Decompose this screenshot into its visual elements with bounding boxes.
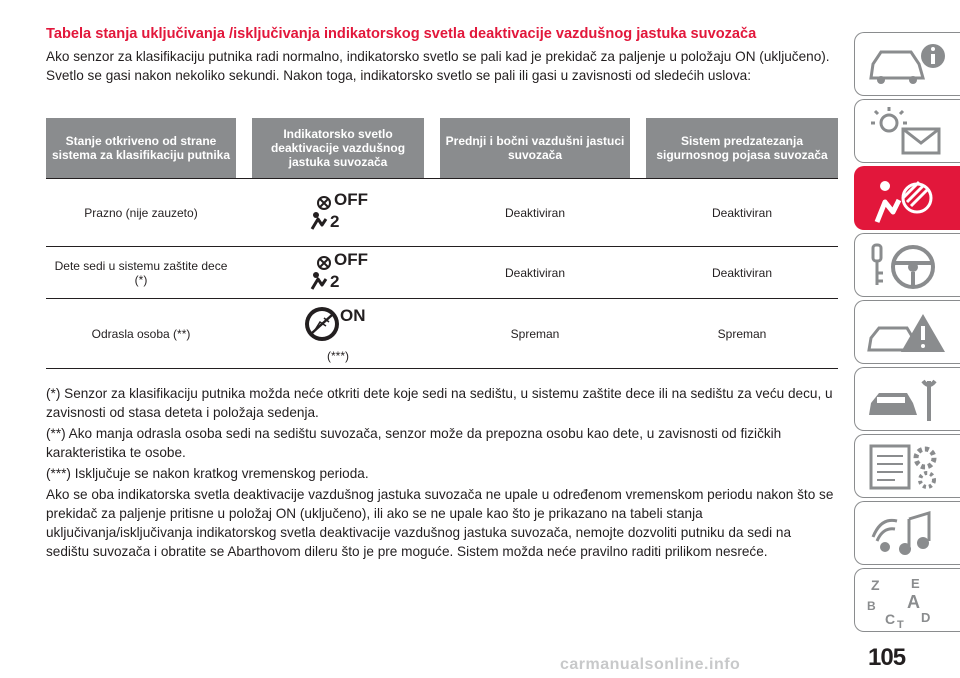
- warning-paragraph: Ako se oba indikatorska svetla deaktivacije vazdušnog jastuka suvozača ne upale u određenom vremenskom periodu nakon što se prekidač za paljenje pritisne u položaj ON (uključeno), ili ako se ne upale kao što je prikazano na tabeli stanja uključivanja/isključivanja indikatorskog svetla deaktivacije vazdušnog jastuka suvozača, nemojte dozvoliti putniku da sedi na sedištu suvozača i obratite se Abarthovom dileru što je pre moguće. Sistem možda neće pravilno raditi prilikom nesreće.: [46, 487, 834, 559]
- row-condition: Odrasla osoba (**): [46, 299, 236, 369]
- chapter-tab-technical[interactable]: [854, 434, 960, 498]
- car-service-icon: [863, 373, 953, 427]
- row-airbags: Spreman: [440, 299, 630, 369]
- chapter-tab-safety[interactable]: [854, 166, 960, 230]
- index-letter: E: [911, 576, 920, 591]
- table-row: [46, 299, 838, 369]
- icon-label: ON: [340, 306, 366, 325]
- row-indicator: [252, 299, 424, 369]
- airbag-off-icon: [298, 189, 378, 233]
- dashboard-lights-icon: [863, 105, 953, 159]
- watermark: carmanualsonline.info: [560, 656, 741, 673]
- airbag-seat-icon: [863, 172, 953, 226]
- row-indicator: [252, 179, 424, 247]
- chapter-tab-starting[interactable]: [854, 233, 960, 297]
- car-warning-icon: [863, 306, 953, 360]
- row-condition: Dete sedi u sistemu zaštite dece (*): [46, 247, 236, 299]
- row-condition: Prazno (nije zauzeto): [46, 179, 236, 247]
- car-info-icon: [863, 38, 953, 92]
- icon-number: 2: [330, 212, 340, 231]
- chapter-tab-index[interactable]: [854, 568, 960, 632]
- table-row: [46, 179, 838, 247]
- airbag-on-icon: [298, 304, 378, 344]
- row-airbags: Deaktiviran: [440, 247, 630, 299]
- technical-data-icon: [863, 440, 953, 494]
- icon-note: (***): [326, 349, 349, 363]
- row-pretensioner: Deaktiviran: [646, 179, 838, 247]
- header-condition: Stanje otkriveno od strane sistema za klasifikaciju putnika: [46, 118, 236, 179]
- chapter-tab-car-info[interactable]: [854, 32, 960, 96]
- index-letter: C: [885, 611, 896, 627]
- row-pretensioner: Spreman: [646, 299, 838, 369]
- footnote-child: (*) Senzor za klasifikaciju putnika možda neće otkriti dete koje sedi na sedištu, u sistemu zaštite dece ili na sedištu za veću decu, u zavisnosti od stasa deteta i položaja sedenja.: [46, 386, 833, 420]
- header-indicator: Indikatorsko svetlo deaktivacije vazdušnog jastuka suvozača: [252, 118, 424, 179]
- index-letter: A: [907, 592, 920, 612]
- index-letter: B: [867, 599, 876, 613]
- status-table: [46, 118, 838, 369]
- icon-label: OFF: [334, 190, 368, 209]
- header-pretensioner: Sistem predzatezanja sigurnosnog pojasa suvozača: [646, 118, 838, 179]
- icon-label: OFF: [334, 250, 368, 269]
- row-pretensioner: Deaktiviran: [646, 247, 838, 299]
- chapter-tab-multimedia[interactable]: [854, 501, 960, 565]
- notes: [46, 384, 836, 563]
- alphabetical-index-icon: [863, 574, 953, 628]
- index-letter: Z: [871, 577, 880, 593]
- index-letter: T: [897, 619, 904, 628]
- table-header-row: [46, 118, 838, 179]
- intro-paragraph: Ako senzor za klasifikaciju putnika radi normalno, indikatorsko svetlo se pali kad je prekidač za paljenje u položaju ON (uključeno). Svetlo se gasi nakon nekoliko sekundi. Nakon toga, indikatorsko svetlo se pali ili gasi u zavisnosti od sledećih uslova:: [46, 49, 830, 83]
- table-row: [46, 247, 838, 299]
- footnote-adult: (**) Ako manja odrasla osoba sedi na sedištu suvozača, senzor može da prepozna osobu kao dete, u zavisnosti od fizičkih karakteristika te osobe.: [46, 426, 782, 460]
- chapter-tab-dashboard[interactable]: [854, 99, 960, 163]
- icon-number: 2: [330, 272, 340, 291]
- multimedia-icon: [863, 507, 953, 561]
- page-number: 105: [868, 644, 906, 671]
- row-airbags: Deaktiviran: [440, 179, 630, 247]
- header-airbags: Prednji i bočni vazdušni jastuci suvozača: [440, 118, 630, 179]
- index-letter: D: [921, 610, 931, 625]
- key-steering-wheel-icon: [863, 239, 953, 293]
- airbag-off-icon: [298, 249, 378, 293]
- chapter-tab-maintenance[interactable]: [854, 367, 960, 431]
- chapter-tab-emergency[interactable]: [854, 300, 960, 364]
- row-indicator: [252, 247, 424, 299]
- page-title: Tabela stanja uključivanja /isključivanja indikatorskog svetla deaktivacije vazdušnog jastuka suvozača: [46, 26, 757, 42]
- footnote-timeout: (***) Isključuje se nakon kratkog vremenskog perioda.: [46, 466, 369, 481]
